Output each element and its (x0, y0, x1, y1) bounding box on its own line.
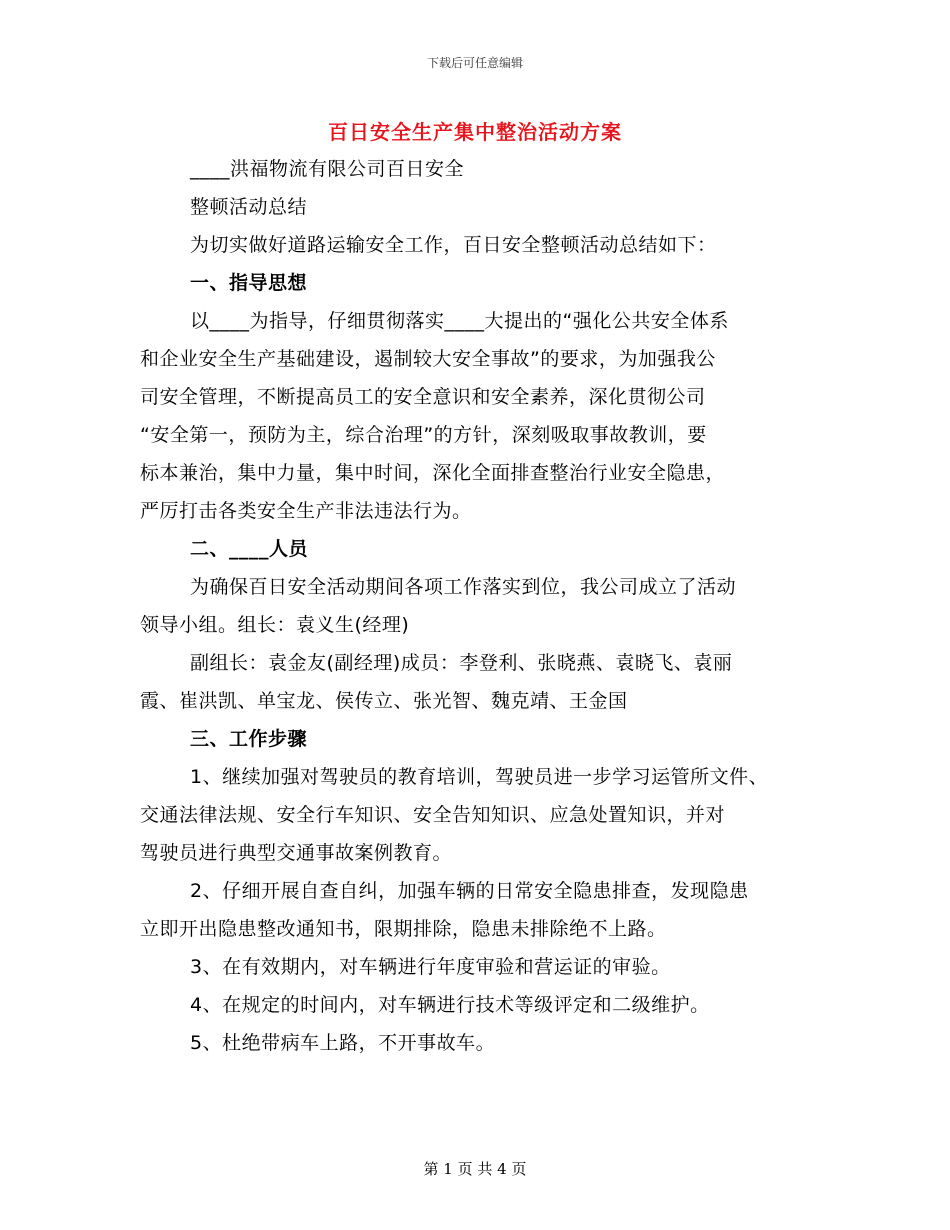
page-number-footer: 第 1 页 共 4 页 (423, 1160, 527, 1178)
section-heading-2: 二、____人员 (190, 538, 309, 560)
document-title: 百日安全生产集中整治活动方案 (328, 120, 622, 144)
paragraph-line: 副组长：袁金友(副经理)成员：李登利、张晓燕、袁晓飞、袁丽 (190, 652, 733, 674)
paragraph-line: 交通法律法规、安全行车知识、安全告知知识、应急处置知识，并对 (140, 804, 726, 826)
paragraph-line: 为确保百日安全活动期间各项工作落实到位，我公司成立了活动 (190, 576, 737, 598)
paragraph-line: 标本兼治，集中力量，集中时间，深化全面排查整治行业安全隐患， (140, 462, 726, 484)
paragraph-line: 领导小组。组长：袁义生(经理) (140, 614, 410, 636)
step-item: 4、在规定的时间内，对车辆进行技术等级评定和二级维护。 (190, 994, 710, 1016)
paragraph-line: 霞、崔洪凯、单宝龙、侯传立、张光智、魏克靖、王金国 (140, 690, 628, 712)
paragraph-line: 严厉打击各类安全生产非法违法行为。 (140, 500, 472, 522)
paragraph-line: 立即开出隐患整改通知书，限期排除，隐患未排除绝不上路。 (140, 918, 667, 940)
step-item: 2、仔细开展自查自纠，加强车辆的日常安全隐患排查，发现隐患 (190, 880, 749, 902)
section-heading-3: 三、工作步骤 (190, 728, 308, 750)
intro-line-2: 整顿活动总结 (190, 196, 308, 218)
paragraph-line: “安全第一，预防为主，综合治理”的方针，深刻吸取事故教训，要 (140, 424, 707, 446)
paragraph-line: 司安全管理，不断提高员工的安全意识和安全素养，深化贯彻公司 (140, 386, 706, 408)
step-item: 5、杜绝带病车上路，不开事故车。 (190, 1032, 496, 1054)
intro-line-1: ____洪福物流有限公司百日安全 (190, 158, 465, 180)
section-heading-1: 一、指导思想 (190, 272, 308, 294)
step-item: 1、继续加强对驾驶员的教育培训，驾驶员进一步学习运管所文件、 (190, 766, 769, 788)
paragraph-line: 和企业安全生产基础建设，遏制较大安全事故”的要求，为加强我公 (140, 348, 716, 370)
paragraph-line: 驾驶员进行典型交通事故案例教育。 (140, 842, 453, 864)
paragraph-line: 以____为指导，仔细贯彻落实____大提出的“强化公共安全体系 (190, 310, 729, 332)
intro-line-3: 为切实做好道路运输安全工作，百日安全整顿活动总结如下： (190, 234, 717, 256)
header-note: 下载后可任意编辑 (426, 56, 523, 70)
step-item: 3、在有效期内，对车辆进行年度审验和营运证的审验。 (190, 956, 671, 978)
